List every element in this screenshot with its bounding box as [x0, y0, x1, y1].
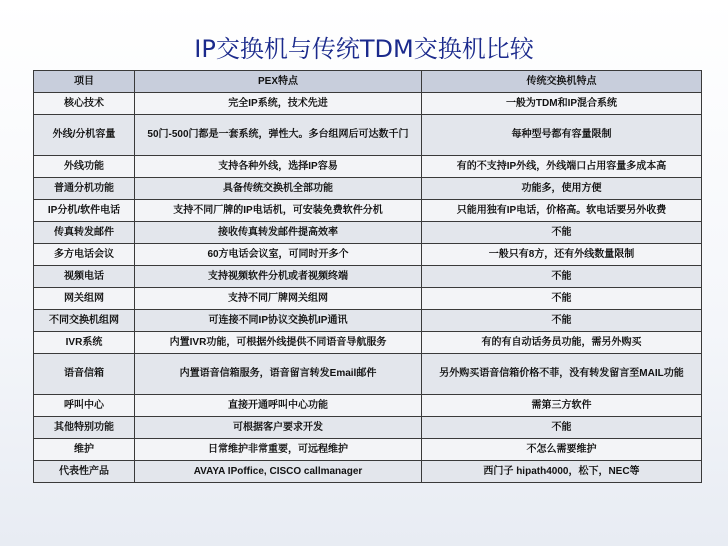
- row-item: 代表性产品: [34, 461, 135, 483]
- row-pex: 接收传真转发邮件提高效率: [135, 222, 422, 244]
- row-item: 其他特别功能: [34, 417, 135, 439]
- slide-title: IP交换机与传统TDM交换机比较: [194, 35, 534, 63]
- row-pex: AVAYA IPoffice, CISCO callmanager: [135, 461, 422, 483]
- row-traditional: 不能: [422, 266, 702, 288]
- row-traditional: 不怎么需要维护: [422, 439, 702, 461]
- row-traditional: 一般只有8方，还有外线数量限制: [422, 244, 702, 266]
- row-item: 语音信箱: [34, 354, 135, 395]
- row-pex: 支持各种外线，选择IP容易: [135, 156, 422, 178]
- row-pex: 可连接不同IP协议交换机IP通讯: [135, 310, 422, 332]
- row-traditional: 不能: [422, 310, 702, 332]
- row-pex: 完全IP系统，技术先进: [135, 93, 422, 115]
- row-item: 传真转发邮件: [34, 222, 135, 244]
- row-traditional: 不能: [422, 417, 702, 439]
- table-row: [34, 115, 702, 156]
- row-traditional: 功能多，使用方便: [422, 178, 702, 200]
- table-row: [34, 156, 702, 178]
- table-row: [34, 461, 702, 483]
- row-pex: 支持视频软件分机或者视频终端: [135, 266, 422, 288]
- row-traditional: 西门子 hipath4000，松下，NEC等: [422, 461, 702, 483]
- table-row: [34, 244, 702, 266]
- row-traditional: 每种型号都有容量限制: [422, 115, 702, 156]
- header-traditional: 传统交换机特点: [422, 71, 702, 93]
- table-row: [34, 222, 702, 244]
- row-item: 外线功能: [34, 156, 135, 178]
- row-item: IP分机/软件电话: [34, 200, 135, 222]
- row-traditional: 不能: [422, 288, 702, 310]
- row-pex: 支持不同厂牌网关组网: [135, 288, 422, 310]
- table-row: [34, 439, 702, 461]
- header-item: 项目: [34, 71, 135, 93]
- row-traditional: 只能用独有IP电话，价格高。软电话要另外收费: [422, 200, 702, 222]
- table-row: [34, 266, 702, 288]
- row-item: 网关组网: [34, 288, 135, 310]
- row-item: 不同交换机组网: [34, 310, 135, 332]
- row-traditional: 不能: [422, 222, 702, 244]
- row-pex: 内置IVR功能，可根据外线提供不同语音导航服务: [135, 332, 422, 354]
- row-pex: 内置语音信箱服务，语音留言转发Email邮件: [135, 354, 422, 395]
- row-item: 视频电话: [34, 266, 135, 288]
- row-pex: 可根据客户要求开发: [135, 417, 422, 439]
- row-item: IVR系统: [34, 332, 135, 354]
- row-traditional: 需第三方软件: [422, 395, 702, 417]
- table-row: [34, 93, 702, 115]
- row-item: 外线/分机容量: [34, 115, 135, 156]
- row-pex: 支持不同厂牌的IP电话机，可安装免费软件分机: [135, 200, 422, 222]
- table-row: [34, 395, 702, 417]
- comparison-table: [33, 70, 702, 483]
- row-item: 核心技术: [34, 93, 135, 115]
- row-pex: 日常维护非常重要，可远程维护: [135, 439, 422, 461]
- row-traditional: 一般为TDM和IP混合系统: [422, 93, 702, 115]
- table-row: [34, 200, 702, 222]
- row-pex: 50门-500门都是一套系统，弹性大。多台组网后可达数千门: [135, 115, 422, 156]
- table-row: [34, 354, 702, 395]
- row-item: 普通分机功能: [34, 178, 135, 200]
- table-row: [34, 417, 702, 439]
- table-row: [34, 310, 702, 332]
- table-header-row: [34, 71, 702, 93]
- row-item: 维护: [34, 439, 135, 461]
- row-pex: 60方电话会议室，可同时开多个: [135, 244, 422, 266]
- row-traditional: 另外购买语音信箱价格不菲，没有转发留言至MAIL功能: [422, 354, 702, 395]
- row-item: 呼叫中心: [34, 395, 135, 417]
- row-item: 多方电话会议: [34, 244, 135, 266]
- row-traditional: 有的有自动话务员功能，需另外购买: [422, 332, 702, 354]
- row-traditional: 有的不支持IP外线，外线端口占用容量多成本高: [422, 156, 702, 178]
- row-pex: 具备传统交换机全部功能: [135, 178, 422, 200]
- table-row: [34, 288, 702, 310]
- header-pex: PEX特点: [135, 71, 422, 93]
- table-row: [34, 178, 702, 200]
- row-pex: 直接开通呼叫中心功能: [135, 395, 422, 417]
- table-row: [34, 332, 702, 354]
